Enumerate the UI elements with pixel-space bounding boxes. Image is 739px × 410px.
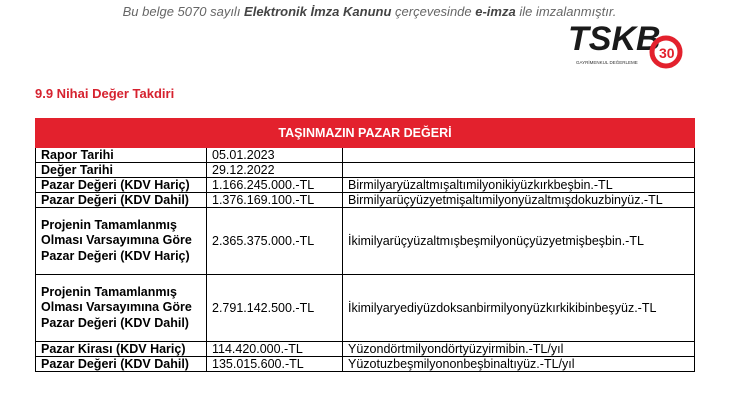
table-row [36,208,695,275]
row-label: Pazar Kirası (KDV Hariç) [36,342,207,357]
table-row [36,357,695,372]
table-row [36,193,695,208]
row-value: 29.12.2022 [207,163,343,178]
row-label: Pazar Değeri (KDV Hariç) [36,178,207,193]
row-value: 2.791.142.500.-TL [207,275,343,342]
row-value: 1.166.245.000.-TL [207,178,343,193]
row-value: 1.376.169.100.-TL [207,193,343,208]
row-label: Değer Tarihi [36,163,207,178]
notice-law-name: Elektronik İmza Kanunu [244,4,392,19]
table-row [36,178,695,193]
row-value: 135.015.600.-TL [207,357,343,372]
table-row [36,275,695,342]
tskb-logo [566,16,684,72]
row-label: Pazar Değeri (KDV Dahil) [36,357,207,372]
row-text: İkimilyarüçyüzaltmışbeşmilyonüçyüzyetmişbeşbin.-TL [343,208,695,275]
logo-number: 30 [659,45,675,61]
notice-text: ile imzalanmıştır. [515,4,617,19]
notice-text: Bu belge 5070 sayılı [122,4,245,19]
table-title: TAŞINMAZIN PAZAR DEĞERİ [36,119,695,148]
notice-esign: e-imza [475,4,516,19]
market-value-table [35,118,695,372]
row-text: Yüzondörtmilyondörtyüzyirmibin.-TL/yıl [343,342,695,357]
section-title: 9.9 Nihai Değer Takdiri [35,86,175,101]
table-row [36,163,695,178]
table-row [36,148,695,163]
row-value: 114.420.000.-TL [207,342,343,357]
notice-text: çerçevesinde [391,4,476,19]
row-text: Birmilyaryüzaltmışaltımilyonikiyüzkırkbeşbin.-TL [343,178,695,193]
row-text: Birmilyarüçyüzyetmişaltımilyonyüzaltmışdokuzbinyüz.-TL [343,193,695,208]
row-label: Pazar Değeri (KDV Dahil) [36,193,207,208]
row-text: Yüzotuzbeşmilyononbeşbinaltıyüz.-TL/yıl [343,357,695,372]
row-text: İkimilyaryediyüzdoksanbirmilyonyüzkırkikibinbeşyüz.-TL [343,275,695,342]
table-row [36,342,695,357]
row-label: Projenin Tamamlanmış Olması Varsayımına Göre Pazar Değeri (KDV Hariç) [36,208,207,275]
logo-subtitle: GAYRİMENKUL DEĞERLEME [576,60,638,65]
row-label: Rapor Tarihi [36,148,207,163]
logo-wordmark: TSKB [568,20,661,58]
row-value: 05.01.2023 [207,148,343,163]
row-text [343,163,695,178]
row-text [343,148,695,163]
row-label: Projenin Tamamlanmış Olması Varsayımına Göre Pazar Değeri (KDV Dahil) [36,275,207,342]
row-value: 2.365.375.000.-TL [207,208,343,275]
